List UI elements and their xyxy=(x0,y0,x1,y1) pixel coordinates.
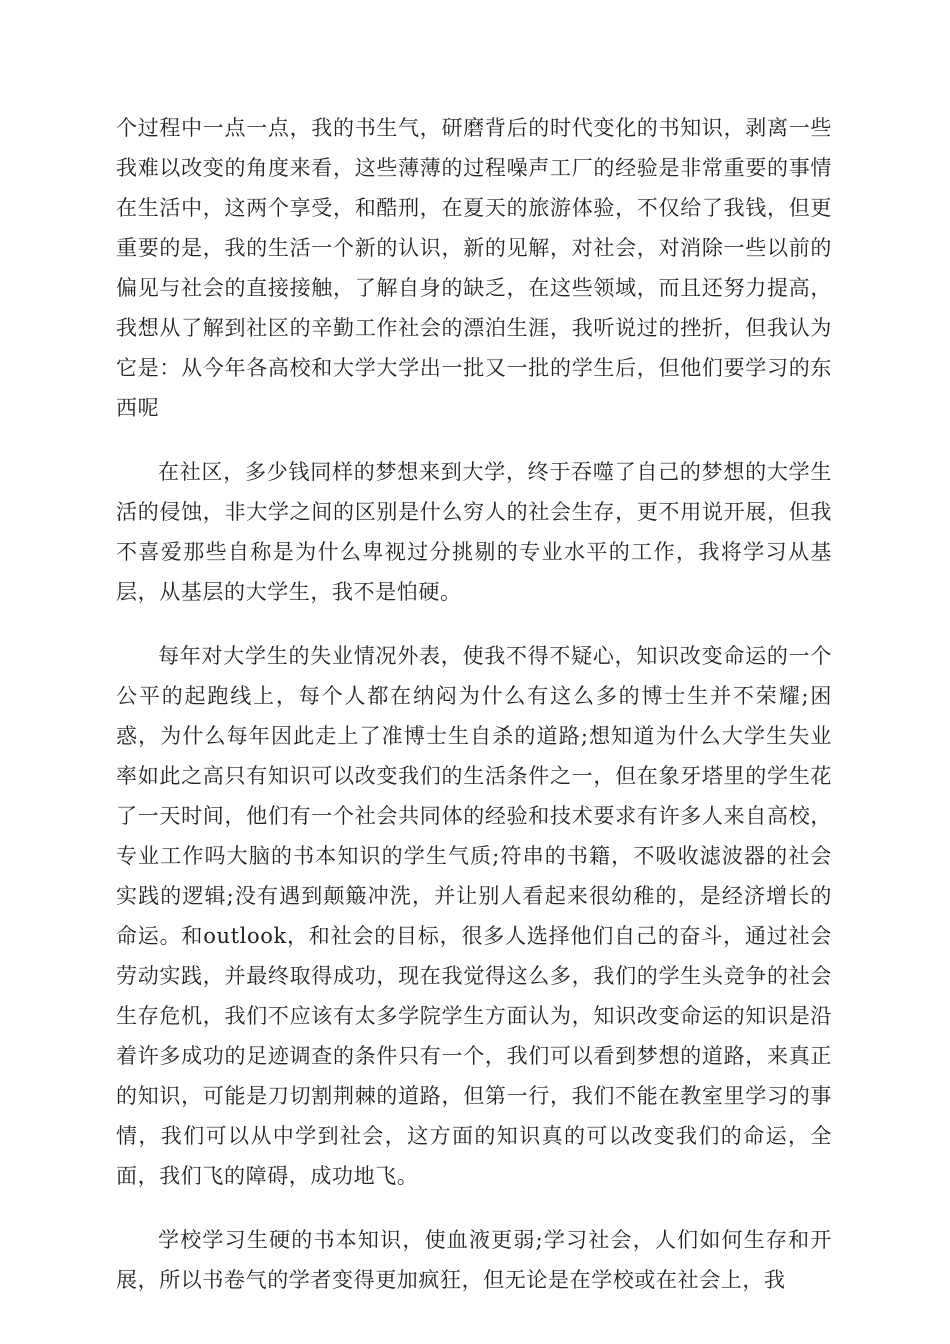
paragraph: 学校学习生硬的书本知识，使血液更弱;学习社会，人们如何生存和开展，所以书卷气的学者变得更加疯狂，但无论是在学校或在社会上，我 xyxy=(116,1228,832,1292)
document-body xyxy=(116,108,832,1324)
paragraph: 每年对大学生的失业情况外表，使我不得不疑心，知识改变命运的一个公平的起跑线上，每个人都在纳闷为什么有这么多的博士生并不荣耀;困惑，为什么每年因此走上了准博士生自杀的道路;想知道为什么大学生失业率如此之高只有知识可以改变我们的生活条件之一，但在象牙塔里的学生花了一天时间，他们有一个社会共同体的经验和技术要求有许多人来自高校，专业工作吗大脑的书本知识的学生气质;符串的书籍，不吸收滤波器的社会实践的逻辑;没有遇到颠簸冲洗，并让别人看起来很幼稚的，是经济增长的命运。和outlook，和社会的目标，很多人选择他们自己的奋斗，通过社会劳动实践，并最终取得成功，现在我觉得这么多，我们的学生头竞争的社会生存危机，我们不应该有太多学院学生方面认为，知识改变命运的知识是沿着许多成功的足迹调查的条件只有一个，我们可以看到梦想的道路，来真正的知识，可能是刀切割荆棘的道路，但第一行，我们不能在教室里学习的事情，我们可以从中学到社会，这方面的知识真的可以改变我们的命运，全面，我们飞的障碍，成功地飞。 xyxy=(116,644,832,1188)
paragraph: 在社区，多少钱同样的梦想来到大学，终于吞噬了自己的梦想的大学生活的侵蚀，非大学之间的区别是什么穷人的社会生存，更不用说开展，但我不喜爱那些自称是为什么卑视过分挑剔的专业水平的工作，我将学习从基层，从基层的大学生，我不是怕硬。 xyxy=(116,460,832,604)
paragraph-continued: 个过程中一点一点，我的书生气，研磨背后的时代变化的书知识，剥离一些我难以改变的角度来看，这些薄薄的过程噪声工厂的经验是非常重要的事情在生活中，这两个享受，和酷刑，在夏天的旅游体验，不仅给了我钱，但更重要的是，我的生活一个新的认识，新的见解，对社会，对消除一些以前的偏见与社会的直接接触，了解自身的缺乏，在这些领域，而且还努力提高，我想从了解到社区的辛勤工作社会的漂泊生涯，我听说过的挫折，但我认为它是：从今年各高校和大学大学出一批又一批的学生后，但他们要学习的东西呢 xyxy=(116,116,832,420)
